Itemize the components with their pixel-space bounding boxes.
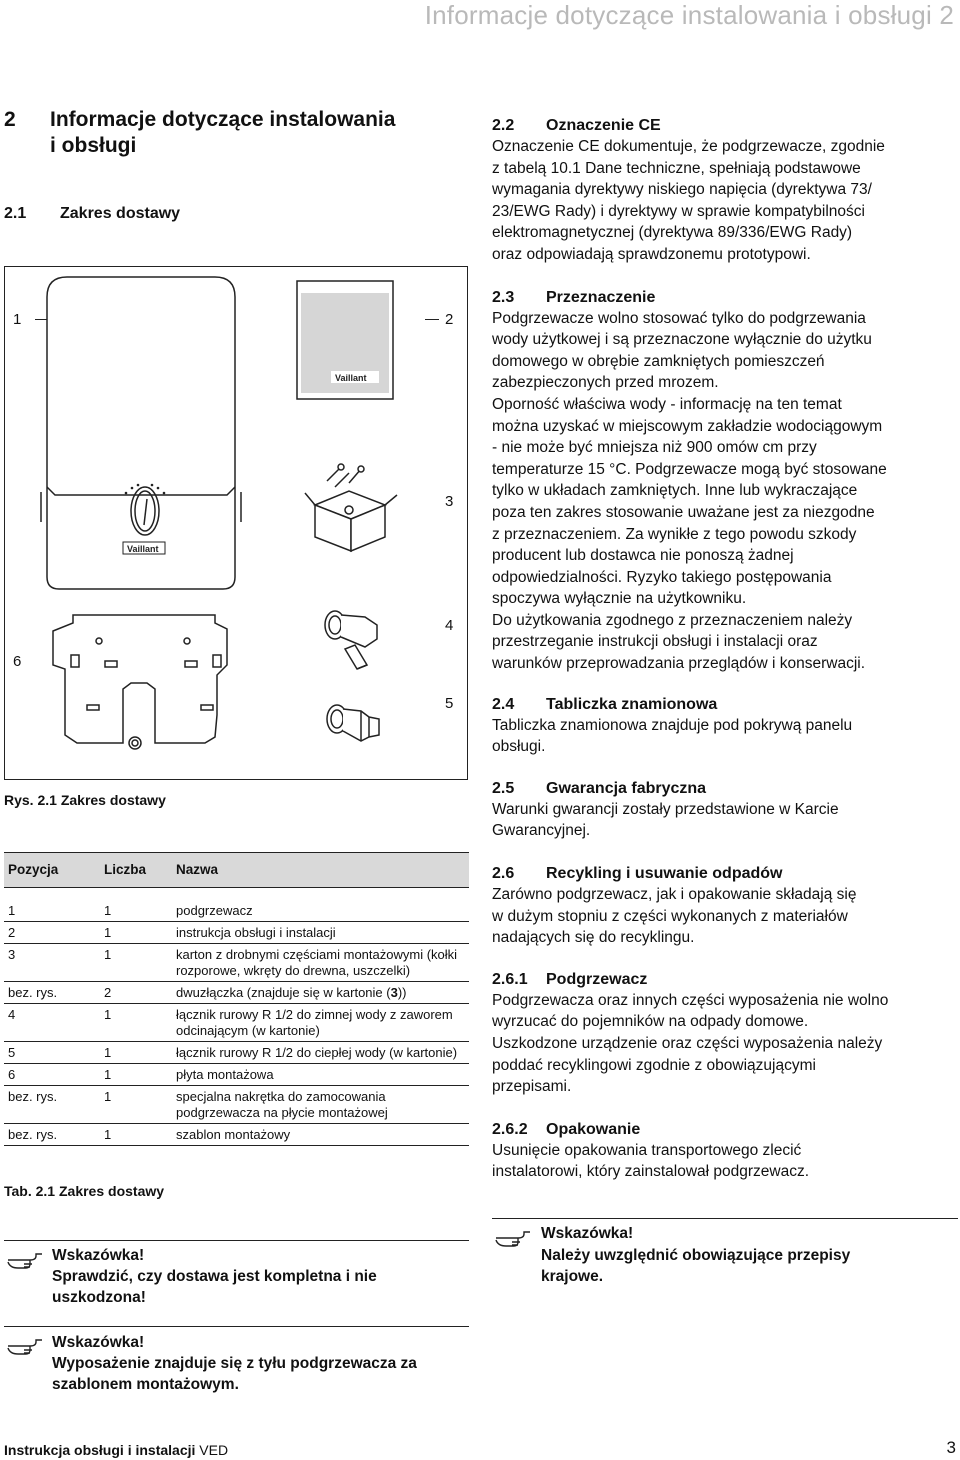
section-title: Oznaczenie CE xyxy=(546,117,661,134)
section-2-6-body xyxy=(492,884,958,949)
note-3-text-line2: krajowe. xyxy=(541,1268,604,1285)
text-line: odpowiedzialności. Ryzyko takiego postępowania xyxy=(492,568,832,586)
note-3-title: Wskazówka! xyxy=(541,1225,634,1242)
section-2-5-body xyxy=(492,799,958,842)
text-line: można uzyskać w miejscowym zakładzie wodociągowym xyxy=(492,417,883,435)
text-line: Podgrzewacze wolno stosować tylko do podgrzewania xyxy=(492,309,866,327)
text-line: zabezpieczonych przed mrozem. xyxy=(492,374,719,392)
table-cell-quantity: 1 xyxy=(100,922,172,944)
instruction-manual-drawing xyxy=(297,281,393,399)
page-number: 3 xyxy=(946,1438,956,1457)
section-number: 2.5 xyxy=(492,779,515,797)
table-cell-quantity: 1 xyxy=(100,1124,172,1146)
table-cell-name: szablon montażowy xyxy=(172,1124,469,1146)
text-line: poza ten zakres stosowanie uważane jest za niezgodne xyxy=(492,503,875,521)
text-line: elektromagnetycznej (dyrektywa 89/336/EWG Rady) xyxy=(492,224,853,242)
text-line: domowego w obrębie zamkniętych pomieszczeń xyxy=(492,352,825,370)
figure-label-4: 4 xyxy=(445,617,454,634)
table-caption: Tab. 2.1 Zakres dostawy xyxy=(4,1183,165,1199)
table-cell-name: łącznik rurowy R 1/2 do ciepłej wody (w kartonie) xyxy=(172,1042,469,1064)
figure-caption: Rys. 2.1 Zakres dostawy xyxy=(4,792,166,808)
section-number: 2.4 xyxy=(492,695,515,713)
text-line: Gwarancyjnej. xyxy=(492,822,591,840)
chapter-heading xyxy=(4,107,395,133)
text-line: spoczywa wyłącznie na użytkowniku. xyxy=(492,590,747,608)
table-cell-position: bez. rys. xyxy=(4,1124,100,1146)
manual-brand-text: Vaillant xyxy=(335,373,367,383)
text-line: poddać recyklingowi zgodnie z obowiązującymi xyxy=(492,1056,816,1074)
text-line: Oznaczenie CE dokumentuje, że podgrzewacze, zgodnie xyxy=(492,138,885,155)
text-line: Zarówno podgrzewacz, jak i opakowanie składają się xyxy=(492,886,857,904)
section-2-5-heading xyxy=(492,779,958,799)
text-line: producent lub dostawca nie ponoszą żadnej xyxy=(492,547,794,565)
pointing-hand-icon xyxy=(494,1226,534,1250)
text-line: 23/EWG Rady) i dyrektywy w sprawie kompatybilności xyxy=(492,202,865,220)
table-cell-position: 4 xyxy=(4,1004,100,1042)
text-line: przepisami. xyxy=(492,1078,572,1096)
table-row xyxy=(4,900,469,922)
text-line: z przeznaczeniem. Za wynikłe z tego powodu szkody xyxy=(492,525,857,543)
cold-water-connector-drawing xyxy=(325,611,377,669)
delivery-scope-figure xyxy=(4,266,468,780)
footer-manual-title xyxy=(4,1442,228,1458)
text-line: wyrzucać do pojemników na odpady domowe. xyxy=(492,1013,809,1031)
text-line: warunków przeprowadzania przeglądów i konserwacji. xyxy=(492,655,866,673)
note-2-title: Wskazówka! xyxy=(52,1334,145,1351)
figure-label-6: 6 xyxy=(13,653,22,670)
text-line: nadających się do recyklingu. xyxy=(492,929,695,947)
section-title: Opakowanie xyxy=(546,1120,641,1138)
note-divider xyxy=(4,1240,469,1241)
section-title: Recykling i usuwanie odpadów xyxy=(546,865,783,883)
text-line: temperaturze 15 °C. Podgrzewacze mogą być stosowane xyxy=(492,460,887,478)
table-cell-quantity: 1 xyxy=(100,1042,172,1064)
text-line: Warunki gwarancji zostały przedstawione w Karcie xyxy=(492,800,839,818)
table-cell-name xyxy=(172,982,469,1004)
text-line: obsługi. xyxy=(492,738,546,756)
section-number: 2.6.1 xyxy=(492,970,528,988)
text-line: wody użytkowej i są przeznaczone wyłącznie do użytku xyxy=(492,331,872,349)
section-title: Przeznaczenie xyxy=(546,288,656,306)
hot-water-connector-drawing xyxy=(327,705,379,741)
table-cell-name: łącznik rurowy R 1/2 do zimnej wody z zaworem odcinającym (w kartonie) xyxy=(172,1004,469,1042)
section-2-6-heading xyxy=(492,864,958,884)
pointing-hand-icon xyxy=(6,1248,46,1272)
table-header-name: Nazwa xyxy=(172,853,469,888)
figure-label-3: 3 xyxy=(445,493,454,510)
table-cell-name-text: dwuzłączka (znajduje się w kartonie ( xyxy=(176,985,391,1000)
text-line: wymagania dyrektywy niskiego napięcia (dyrektywa 73/ xyxy=(492,181,872,199)
text-line: Uszkodzone urządzenie oraz części wyposażenia należy xyxy=(492,1035,883,1052)
table-row xyxy=(4,1124,469,1146)
section-2-4-body xyxy=(492,715,958,758)
section-number: 2.3 xyxy=(492,288,515,306)
section-title: Podgrzewacz xyxy=(546,970,648,988)
table-cell-position: 1 xyxy=(4,900,100,922)
text-line: instalatorowi, który zainstalował podgrzewacz. xyxy=(492,1163,810,1181)
table-cell-name-text: )) xyxy=(397,985,407,1000)
note-1-title: Wskazówka! xyxy=(52,1247,145,1264)
section-number: 2.2 xyxy=(492,117,515,134)
figure-label-1: 1 xyxy=(13,311,22,328)
section-number: 2.6 xyxy=(492,865,515,883)
text-line: Usunięcie opakowania transportowego zlecić xyxy=(492,1141,802,1159)
table-cell-name: karton z drobnymi częściami montażowymi (kołki rozporowe, wkręty do drewna, uszczelki) xyxy=(172,944,469,982)
footer-manual-name: Instrukcja obsługi i instalacji xyxy=(4,1442,196,1458)
table-cell-name-ref: 3 xyxy=(390,985,398,1000)
table-header-quantity: Liczba xyxy=(100,853,172,888)
right-column xyxy=(492,116,958,1183)
text-line: przestrzeganie instrukcji obsługi i instalacji oraz xyxy=(492,633,818,651)
note-divider xyxy=(4,1326,469,1327)
note-3-text-line1: Należy uwzględnić obowiązujące przepisy xyxy=(541,1247,851,1264)
table-cell-position: bez. rys. xyxy=(4,1086,100,1124)
mounting-plate-drawing xyxy=(53,615,227,749)
table-header-position: Pozycja xyxy=(4,853,100,888)
section-2-2-body xyxy=(492,136,958,266)
section-number: 2.1 xyxy=(4,205,27,222)
chapter-title-line2: i obsługi xyxy=(50,134,137,157)
table-row xyxy=(4,1086,469,1124)
section-2-3-heading xyxy=(492,288,958,308)
table-header-row xyxy=(4,853,469,888)
text-line: Do użytkowania zgodnego z przeznaczeniem należy xyxy=(492,611,853,629)
chapter-number: 2 xyxy=(4,108,16,131)
table-cell-position: bez. rys. xyxy=(4,982,100,1004)
section-title: Tabliczka znamionowa xyxy=(546,695,718,713)
table-cell-name: podgrzewacz xyxy=(172,900,469,922)
table-cell-quantity: 2 xyxy=(100,982,172,1004)
table-row xyxy=(4,922,469,944)
table-cell-quantity: 1 xyxy=(100,1004,172,1042)
table-row xyxy=(4,944,469,982)
footer-model: VED xyxy=(199,1442,229,1458)
table-row xyxy=(4,888,469,901)
table-cell-position: 2 xyxy=(4,922,100,944)
text-line: w dużym stopniu z części wykonanych z materiałów xyxy=(492,907,848,925)
section-2-6-2-body xyxy=(492,1140,958,1183)
section-2-6-1-body xyxy=(492,990,958,1098)
parts-carton-drawing xyxy=(305,464,397,551)
table-row xyxy=(4,1004,469,1042)
table-cell-name: płyta montażowa xyxy=(172,1064,469,1086)
section-2-6-2-heading xyxy=(492,1120,958,1140)
table-cell-quantity: 1 xyxy=(100,1064,172,1086)
delivery-illustration xyxy=(5,267,467,779)
text-line: Podgrzewacza oraz innych części wyposażenia nie wolno xyxy=(492,991,889,1009)
text-line: tylko w układach zamkniętych. Inne lub wykraczające xyxy=(492,482,858,500)
table-cell-position: 6 xyxy=(4,1064,100,1086)
delivery-table xyxy=(4,852,469,1146)
table-cell-position: 5 xyxy=(4,1042,100,1064)
table-row xyxy=(4,982,469,1004)
section-2-3-body xyxy=(492,308,958,675)
section-2-2-heading xyxy=(492,116,958,136)
section-number: 2.6.2 xyxy=(492,1120,528,1138)
section-title: Gwarancja fabryczna xyxy=(546,779,707,797)
figure-label-2: 2 xyxy=(445,311,454,328)
table-row xyxy=(4,1042,469,1064)
text-line: - nie może być mniejsza niż 900 omów cm przy xyxy=(492,439,817,457)
table-cell-quantity: 1 xyxy=(100,944,172,982)
section-2-4-heading xyxy=(492,695,958,715)
heater-brand-text: Vaillant xyxy=(127,544,159,554)
section-2-6-1-heading xyxy=(492,970,958,990)
text-line: oraz odpowiadają sprawdzonemu prototypowi. xyxy=(492,245,811,263)
figure-label-5: 5 xyxy=(445,695,454,712)
note-divider xyxy=(492,1218,958,1219)
chapter-title-line1: Informacje dotyczące instalowania xyxy=(50,108,396,131)
table-cell-name: instrukcja obsługi i instalacji xyxy=(172,922,469,944)
text-line: Oporność właściwa wody - informację na ten temat xyxy=(492,395,842,413)
note-2-text: Wyposażenie znajduje się z tyłu podgrzewacza za szablonem montażowym. xyxy=(52,1355,417,1393)
table-cell-name: specjalna nakrętka do zamocowania podgrzewacza na płycie montażowej xyxy=(172,1086,469,1124)
section-title: Zakres dostawy xyxy=(60,205,181,222)
text-line: z tabelą 10.1 Dane techniczne, spełniają podstawowe xyxy=(492,159,861,177)
table-row xyxy=(4,1064,469,1086)
text-line: Tabliczka znamionowa znajduje pod pokrywą panelu xyxy=(492,716,853,734)
table-cell-position: 3 xyxy=(4,944,100,982)
table-cell-quantity: 1 xyxy=(100,1086,172,1124)
note-1-text: Sprawdzić, czy dostawa jest kompletna i nie uszkodzona! xyxy=(52,1268,377,1306)
pointing-hand-icon xyxy=(6,1334,46,1358)
table-cell-quantity: 1 xyxy=(100,900,172,922)
section-2-1-heading xyxy=(4,204,180,224)
running-header: Informacje dotyczące instalowania i obsługi 2 xyxy=(424,0,954,30)
